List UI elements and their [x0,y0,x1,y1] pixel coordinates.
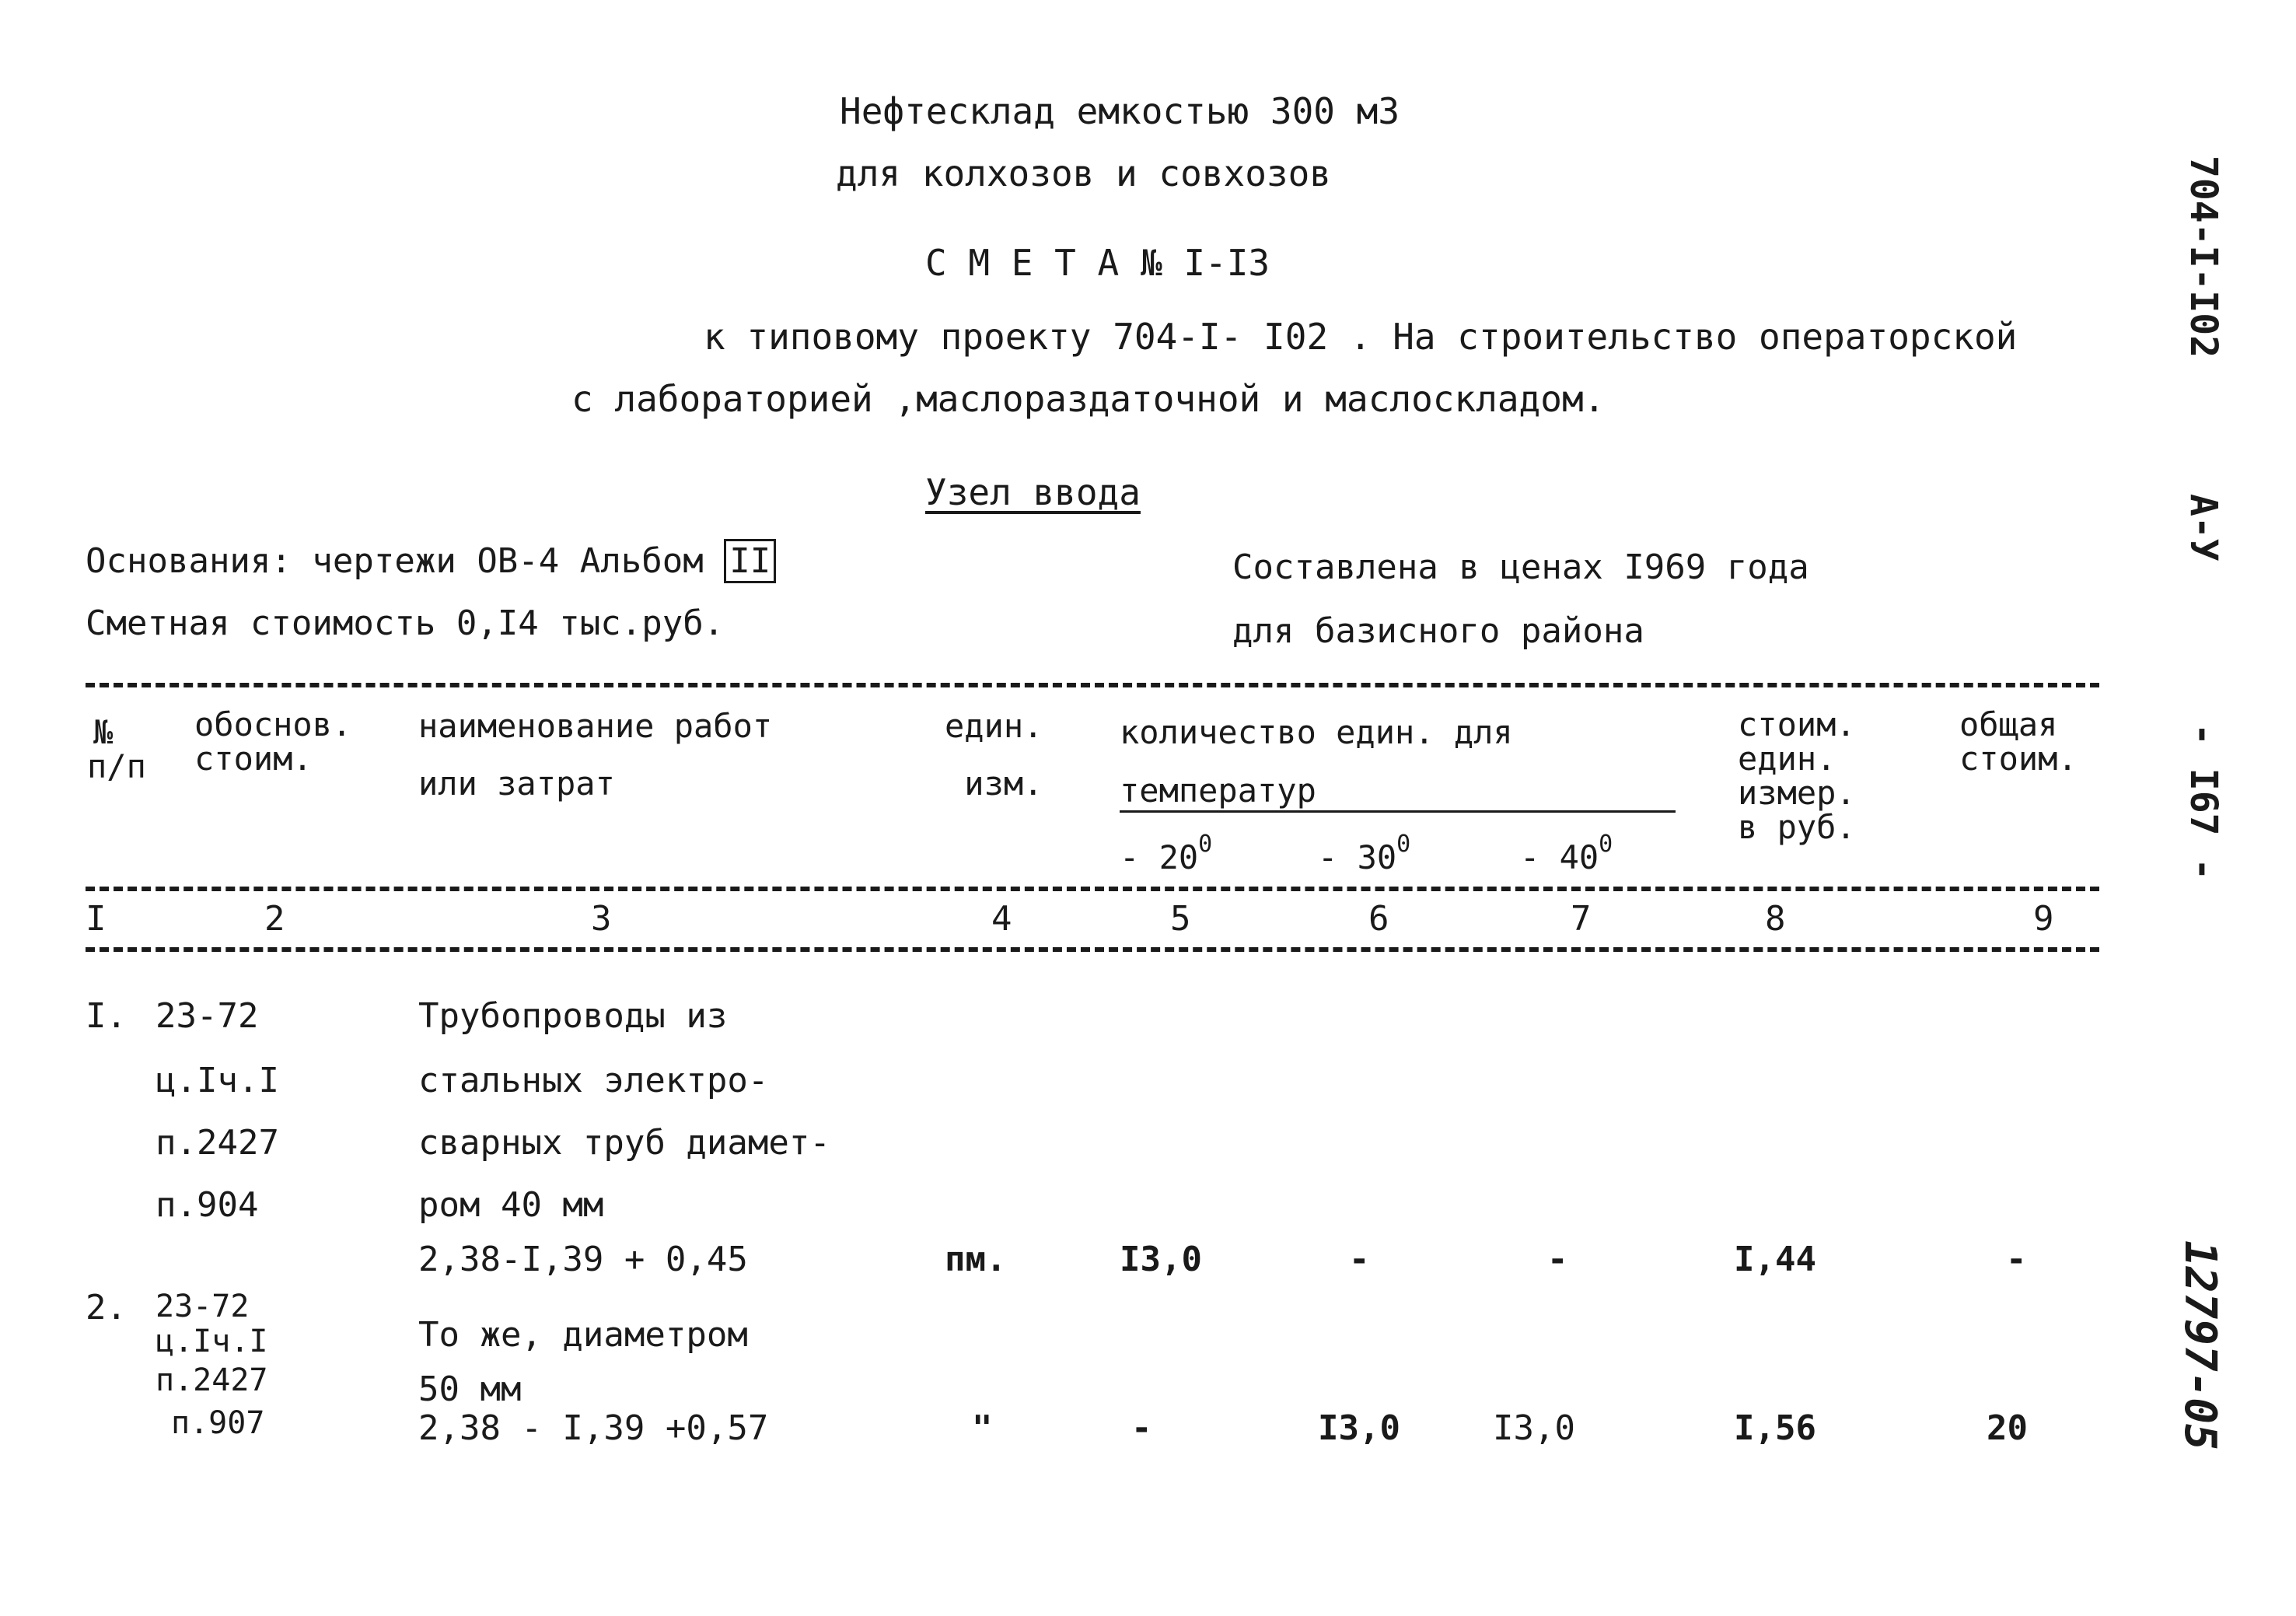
col-qty-header: количество един. для [1120,713,1513,751]
degree-sign: 0 [1599,831,1613,858]
col-basis-l2: стоим. [194,740,313,778]
degree-sign: 0 [1396,831,1411,858]
colnum-2: 2 [264,899,285,939]
basis-text [86,541,776,581]
price-basis: Составлена в ценах I969 года [1232,547,1809,587]
colnum-3: 3 [591,899,612,939]
table-top-rule [86,683,2099,687]
row-basis-3: п.2427 [156,1123,279,1163]
colnum-5: 5 [1170,899,1191,939]
region-basis: для базисного района [1232,611,1644,651]
header-bottom-rule [86,887,2099,891]
temp-30-value: - 30 [1318,838,1397,876]
col-price-l3: измер. [1738,774,1856,813]
project-line: к типовому проекту 704-I- I02 . На строительство операторской [704,316,2018,358]
colnum-8: 8 [1765,899,1786,939]
colnum-4: 4 [991,899,1012,939]
estimate-title: С М Е Т А № I-I3 [925,242,1270,284]
section-title: Узел ввода [925,471,1141,513]
colnum-7: 7 [1571,899,1592,939]
col-total-l1: общая [1959,705,2058,743]
col-price-l2: един. [1738,740,1836,778]
col-unit-l1: един. [945,707,1043,745]
colnum-1: I [86,899,107,939]
colnum-rule [86,947,2099,952]
row-basis-1: 23-72 [156,996,259,1036]
col-basis-header [194,705,352,778]
col-name-header [418,709,772,801]
col-name-l2: или затрат [418,764,615,803]
row-name-2: 50 мм [418,1369,522,1409]
row-basis-4: п.907 [171,1405,265,1441]
row-name-2: стальных электро- [418,1061,769,1100]
row-unit: " [972,1408,993,1448]
col-unit-l2: изм. [964,764,1043,803]
row-price: I,56 [1734,1408,1816,1448]
row-qty-20: I3,0 [1120,1240,1202,1279]
temp-20-value: - 20 [1120,838,1199,876]
row-number: 2. [86,1288,127,1327]
col-price-l4: в руб. [1738,808,1856,847]
degree-sign: 0 [1198,831,1213,858]
row-name-3: сварных труб диамет- [418,1123,830,1163]
row-formula: 2,38-I,39 + 0,45 [418,1240,748,1279]
album-number: II [724,539,776,583]
temp-underline [1120,810,1676,813]
side-inventory: 12797-05 [2175,1240,2225,1450]
temp-40 [1520,832,1613,875]
temp-30 [1318,832,1410,875]
row-name-4: ром 40 мм [418,1185,604,1225]
basis-label: Основания: чертежи OВ-4 Альбом [86,541,725,581]
col-basis-l1: обоснов. [194,705,352,743]
colnum-9: 9 [2033,899,2054,939]
col-temp-header: температур [1120,771,1316,810]
col-num-sign: № [93,713,114,751]
col-num-label: п/п [87,747,146,786]
row-price: I,44 [1734,1240,1816,1279]
row-qty-20: - [1131,1408,1152,1448]
col-total-header [1959,705,2078,778]
row-name-1: То же, диаметром [418,1315,748,1355]
colnum-6: 6 [1368,899,1389,939]
row-qty-30: - [1349,1240,1370,1279]
col-total-l2: стоим. [1959,740,2078,778]
row-formula: 2,38 - I,39 +0,57 [418,1408,769,1448]
col-num-header [87,715,146,784]
col-price-header [1738,705,1856,847]
temp-40-value: - 40 [1520,838,1599,876]
row-basis-2: ц.Iч.I [156,1324,268,1359]
side-page: - I67 - [2182,723,2225,881]
row-name-1: Трубопроводы из [418,996,728,1036]
doc-title-line2: для колхозов и совхозов [836,152,1331,194]
row-basis-3: п.2427 [156,1362,268,1398]
row-basis-1: 23-72 [156,1289,250,1324]
row-number: I. [86,996,127,1036]
temp-20 [1120,832,1212,875]
doc-title-line1: Нефтесклад емкостью 300 м3 [840,90,1400,132]
row-total: 20 [1987,1408,2028,1448]
row-qty-40: I3,0 [1493,1408,1575,1448]
side-code: 704-I-I02 [2182,156,2225,359]
row-qty-30: I3,0 [1318,1408,1400,1448]
col-name-l1: наименование работ [418,707,773,745]
row-total: - [2006,1240,2027,1279]
col-unit-header [945,709,1043,801]
col-price-l1: стоим. [1738,705,1856,743]
row-basis-2: ц.Iч.I [156,1061,279,1100]
row-unit: пм. [945,1240,1007,1279]
row-qty-40: - [1547,1240,1568,1279]
project-line-2: с лабораторией ,маслораздаточной и маслоскладом. [571,378,1606,420]
side-album: A-У [2182,494,2225,561]
estimated-cost: Сметная стоимость 0,I4 тыс.руб. [86,603,725,643]
row-basis-4: п.904 [156,1185,259,1225]
